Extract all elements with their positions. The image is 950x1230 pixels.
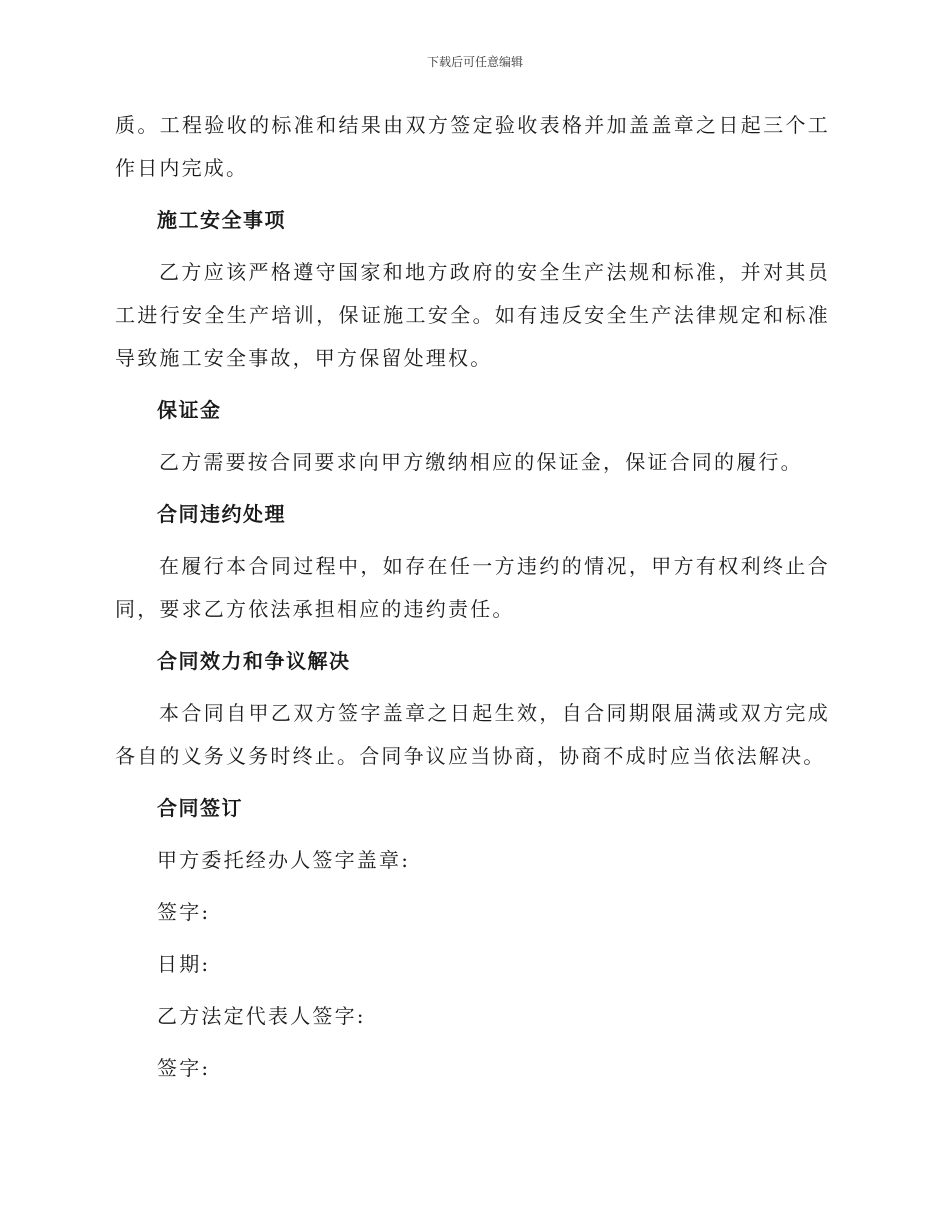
section-paragraph-safety: 乙方应该严格遵守国家和地方政府的安全生产法规和标准，并对其员工进行安全生产培训，保证施工安全。如有违反安全生产法律规定和标准导致施工安全事故，甲方保留处理权。 — [115, 260, 830, 370]
section-heading-safety: 施工安全事项 — [157, 208, 286, 232]
signature-line-party-b-sign: 签字: — [157, 1056, 211, 1080]
section-heading-breach: 合同违约处理 — [157, 502, 286, 526]
signature-line-party-a-agent: 甲方委托经办人签字盖章: — [157, 848, 411, 872]
section-paragraph-breach: 在履行本合同过程中，如存在任一方违约的情况，甲方有权利终止合同，要求乙方依法承担相应的违约责任。 — [115, 554, 830, 621]
signature-line-party-a-sign: 签字: — [157, 900, 211, 924]
section-heading-signing: 合同签订 — [157, 796, 243, 820]
continuation-paragraph: 质。工程验收的标准和结果由双方签定验收表格并加盖盖章之日起三个工作日内完成。 — [115, 113, 830, 180]
section-heading-deposit: 保证金 — [157, 398, 222, 422]
signature-line-party-b-rep: 乙方法定代表人签字: — [157, 1004, 366, 1028]
section-paragraph-validity: 本合同自甲乙双方签字盖章之日起生效，自合同期限届满或双方完成各自的义务义务时终止。合同争议应当协商，协商不成时应当依法解决。 — [115, 701, 830, 768]
page-header-note: 下载后可任意编辑 — [426, 55, 523, 69]
section-heading-validity: 合同效力和争议解决 — [157, 649, 351, 673]
document-body — [115, 104, 830, 1099]
signature-line-date: 日期: — [157, 952, 211, 976]
section-paragraph-deposit: 乙方需要按合同要求向甲方缴纳相应的保证金，保证合同的履行。 — [159, 450, 803, 474]
